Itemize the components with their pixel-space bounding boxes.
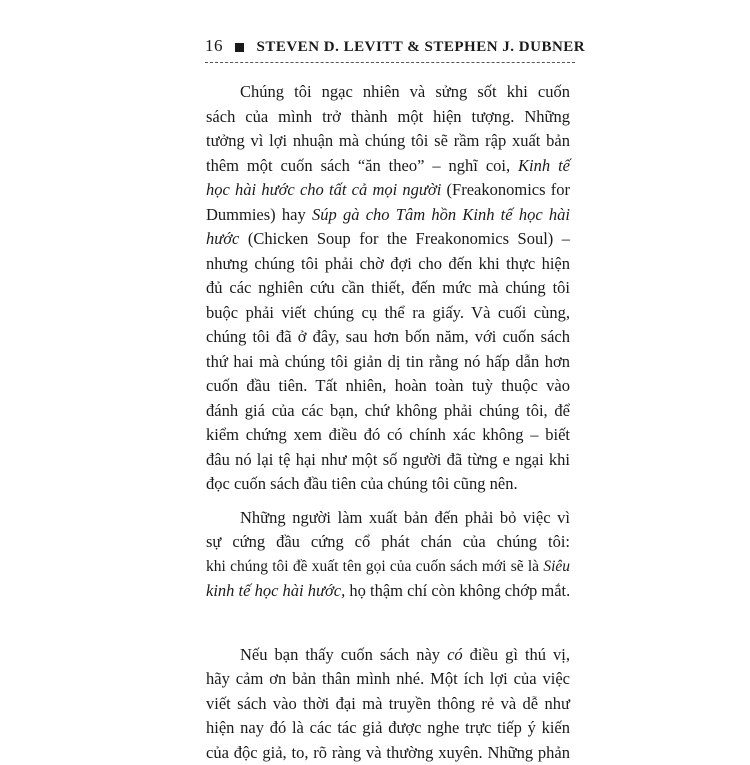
text-line: tưởng vì lợi nhuận mà chúng tôi sẽ rầm rập xuất bản <box>206 129 570 154</box>
text-line: Những người làm xuất bản đến phải bỏ việc vì <box>206 506 570 531</box>
text-line: đủ các nghiên cứu cần thiết, đến mức mà chúng tôi <box>206 276 570 301</box>
running-title: STEVEN D. LEVITT & STEPHEN J. DUBNER <box>257 39 586 55</box>
italic-title: Siêu <box>543 558 570 575</box>
text-line: viết sách vào thời đại mà truyền thông rẻ và dễ như <box>206 692 570 717</box>
text-line: khi chúng tôi đề xuất tên gọi của cuốn sách mới sẽ là Siêu <box>206 555 570 580</box>
page-number: 16 <box>205 36 223 55</box>
italic-title: học hài hước cho tất cả mọi người <box>206 180 441 199</box>
running-header <box>205 36 575 56</box>
italic-title: kinh tế học hài hước, <box>206 581 345 600</box>
italic-title: Kinh tế <box>518 156 570 175</box>
text-line: học hài hước cho tất cả mọi người (Freakonomics for <box>206 178 570 203</box>
text-line: hước (Chicken Soup for the Freakonomics Soul) – <box>206 227 570 252</box>
text-line: nhưng chúng tôi phải chờ đợi cho đến khi thực hiện <box>206 252 570 277</box>
text-line: cuốn đầu tiên. Tất nhiên, hoàn toàn tuỳ thuộc vào <box>206 374 570 399</box>
paragraph-1 <box>206 80 570 497</box>
text-line: của độc giả, to, rõ ràng và thường xuyên. Những phản <box>206 741 570 765</box>
italic-title: Súp gà cho Tâm hồn Kinh tế học hài <box>312 205 570 224</box>
text-line: kinh tế học hài hước, họ thậm chí còn không chớp mắt. <box>206 579 570 604</box>
page-body <box>206 80 570 765</box>
italic-title: hước <box>206 229 239 248</box>
italic-word: có <box>447 645 463 664</box>
text-line: sự cứng đầu cứng cổ phát chán của chúng tôi: <box>206 530 570 555</box>
paragraph-2 <box>206 506 570 604</box>
text-line: buộc phải viết chúng cụ thể ra giấy. Và cuối cùng, <box>206 301 570 326</box>
text-line: chúng tôi đã ở đây, sau hơn bốn năm, với cuốn sách <box>206 325 570 350</box>
text-line: Dummies) hay Súp gà cho Tâm hồn Kinh tế học hài <box>206 203 570 228</box>
text-line: hãy cảm ơn bản thân mình nhé. Một ích lợi của việc <box>206 667 570 692</box>
text-line: thứ hai mà chúng tôi giản dị tin rằng nó hấp dẫn hơn <box>206 350 570 375</box>
square-bullet-icon <box>235 43 244 52</box>
text-line: Nếu bạn thấy cuốn sách này có điều gì thú vị, <box>206 643 570 668</box>
text-line: thêm một cuốn sách “ăn theo” – nghĩ coi, Kinh tế <box>206 154 570 179</box>
text-line: hiện nay đó là các tác giả được nghe trực tiếp ý kiến <box>206 716 570 741</box>
text-line: đánh giá của các bạn, chứ không phải chúng tôi, để <box>206 399 570 424</box>
header-divider <box>205 62 575 63</box>
paragraph-3 <box>206 643 570 765</box>
text-line: kiểm chứng xem điều đó có chính xác không – biết <box>206 423 570 448</box>
text-line: sách của mình trở thành một hiện tượng. Những <box>206 105 570 130</box>
text-line: đọc cuốn sách đầu tiên của chúng tôi cũng nên. <box>206 472 570 497</box>
text-line: đâu nó lại tệ hại như một số người đã từng e ngại khi <box>206 448 570 473</box>
text-line: Chúng tôi ngạc nhiên và sửng sốt khi cuốn <box>206 80 570 105</box>
